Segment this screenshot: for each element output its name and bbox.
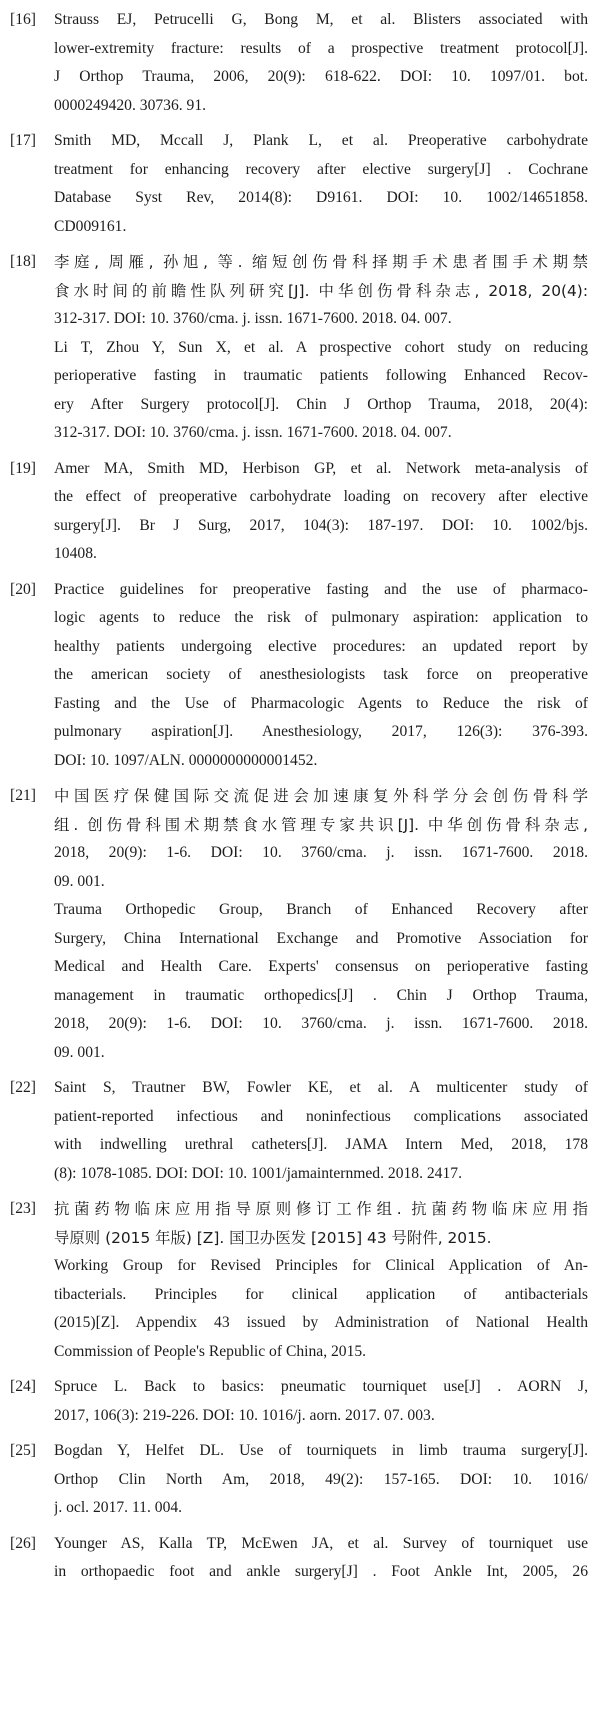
reference-line: Spruce L. Back to basics: pneumatic tourniquet use[J] . AORN J, xyxy=(54,1378,588,1395)
reference-text xyxy=(54,1195,600,1366)
reference-line: 09. 001. xyxy=(54,1043,105,1061)
reference-number: [20] xyxy=(10,580,36,598)
reference-entry xyxy=(0,782,600,1067)
reference-line: 导原则 (2015 年版) [Z]. 国卫办医发 [2015] 43 号附件, 2015. xyxy=(54,1228,492,1247)
reference-line: tibacterials. Principles for clinical application of antibacterials xyxy=(54,1285,588,1303)
reference-line: CD009161. xyxy=(54,217,127,235)
reference-line: perioperative fasting in traumatic patients following Enhanced Recov- xyxy=(54,367,588,384)
reference-line: lower-extremity fracture: results of a prospective treatment protocol[J]. xyxy=(54,39,588,57)
reference-entry xyxy=(0,1373,600,1430)
reference-line: the american society of anesthesiologists task force on preoperative xyxy=(54,666,588,683)
reference-entry xyxy=(0,248,600,448)
reference-text xyxy=(54,455,600,569)
reference-number: [21] xyxy=(10,787,36,804)
reference-line: the effect of preoperative carbohydrate loading on recovery after elective xyxy=(54,488,588,505)
reference-line: 抗菌药物临床应用指导原则修订工作组. 抗菌药物临床应用指 xyxy=(54,1200,588,1218)
reference-line: with indwelling urethral catheters[J]. JAMA Intern Med, 2018, 178 xyxy=(54,1136,588,1153)
reference-line: healthy patients undergoing elective procedures: an updated report by xyxy=(54,637,588,655)
reference-entry xyxy=(0,1437,600,1523)
reference-line: (8): 1078-1085. DOI: DOI: 10. 1001/jamainternmed. 2018. 2417. xyxy=(54,1164,462,1182)
reference-line: Orthop Clin North Am, 2018, 49(2): 157-165. DOI: 10. 1016/ xyxy=(54,1470,588,1488)
reference-text xyxy=(54,1437,600,1523)
reference-text xyxy=(54,6,600,120)
reference-number: [19] xyxy=(10,459,36,477)
reference-line: 中国医疗保健国际交流促进会加速康复外科学分会创伤骨科学 xyxy=(54,787,588,805)
reference-line: treatment for enhancing recovery after elective surgery[J] . Cochrane xyxy=(54,160,588,178)
reference-number: [16] xyxy=(10,11,36,28)
reference-line: 10408. xyxy=(54,545,97,562)
reference-line: 组. 创伤骨科围术期禁食水管理专家共识[J]. 中华创伤骨科杂志, xyxy=(54,815,588,834)
reference-line: logic agents to reduce the risk of pulmonary aspiration: application to xyxy=(54,609,588,626)
reference-entry xyxy=(0,1530,600,1587)
reference-entry xyxy=(0,6,600,120)
reference-text xyxy=(54,1530,600,1587)
reference-line: j. ocl. 2017. 11. 004. xyxy=(54,1499,183,1516)
reference-line: Bogdan Y, Helfet DL. Use of tourniquets in limb trauma surgery[J]. xyxy=(54,1442,588,1459)
reference-line: 2018, 20(9): 1-6. DOI: 10. 3760/cma. j. issn. 1671-7600. 2018. xyxy=(54,844,588,861)
reference-text xyxy=(54,576,600,776)
reference-line: 李庭, 周雁, 孙旭, 等. 缩短创伤骨科择期手术患者围手术期禁 xyxy=(54,253,588,271)
reference-line: 食水时间的前瞻性队列研究[J]. 中华创伤骨科杂志, 2018, 20(4): xyxy=(54,281,588,300)
reference-list xyxy=(0,6,600,1594)
reference-number: [18] xyxy=(10,253,36,270)
reference-number: [26] xyxy=(10,1534,36,1552)
reference-line: Trauma Orthopedic Group, Branch of Enhanced Recovery after xyxy=(54,901,588,918)
reference-entry xyxy=(0,576,600,776)
reference-line: DOI: 10. 1097/ALN. 0000000000001452. xyxy=(54,751,318,769)
reference-line: Smith MD, Mccall J, Plank L, et al. Preoperative carbohydrate xyxy=(54,132,588,149)
reference-number: [17] xyxy=(10,132,36,149)
reference-line: surgery[J]. Br J Surg, 2017, 104(3): 187-197. DOI: 10. 1002/bjs. xyxy=(54,516,588,534)
reference-text xyxy=(54,1074,600,1188)
reference-line: ery After Surgery protocol[J]. Chin J Orthop Trauma, 2018, 20(4): xyxy=(54,395,588,413)
reference-entry xyxy=(0,455,600,569)
reference-line: Database Syst Rev, 2014(8): D9161. DOI: 10. 1002/14651858. xyxy=(54,189,588,206)
reference-entry xyxy=(0,1195,600,1366)
reference-line: 2017, 106(3): 219-226. DOI: 10. 1016/j. aorn. 2017. 07. 003. xyxy=(54,1406,435,1424)
reference-line: Li T, Zhou Y, Sun X, et al. A prospective cohort study on reducing xyxy=(54,338,588,356)
reference-line: 312-317. DOI: 10. 3760/cma. j. issn. 1671-7600. 2018. 04. 007. xyxy=(54,424,452,441)
reference-line: Saint S, Trautner BW, Fowler KE, et al. A multicenter study of xyxy=(54,1079,588,1096)
reference-line: 09. 001. xyxy=(54,872,105,890)
reference-number: [24] xyxy=(10,1378,36,1395)
reference-number: [23] xyxy=(10,1200,36,1217)
reference-line: patient-reported infectious and noninfectious complications associated xyxy=(54,1107,588,1125)
reference-line: Surgery, China International Exchange and Promotive Association for xyxy=(54,929,588,947)
reference-text xyxy=(54,127,600,241)
reference-line: Practice guidelines for preoperative fasting and the use of pharmaco- xyxy=(54,580,588,598)
reference-text xyxy=(54,782,600,1067)
reference-line: Working Group for Revised Principles for Clinical Application of An- xyxy=(54,1257,588,1274)
reference-entry xyxy=(0,1074,600,1188)
reference-text xyxy=(54,1373,600,1430)
reference-line: Amer MA, Smith MD, Herbison GP, et al. Network meta-analysis of xyxy=(54,459,588,477)
reference-line: Medical and Health Care. Experts' consensus on perioperative fasting xyxy=(54,958,588,975)
reference-line: pulmonary aspiration[J]. Anesthesiology, 2017, 126(3): 376-393. xyxy=(54,723,588,740)
reference-text xyxy=(54,248,600,448)
reference-line: management in traumatic orthopedics[J] . Chin J Orthop Trauma, xyxy=(54,986,588,1004)
reference-line: 0000249420. 30736. 91. xyxy=(54,96,207,114)
reference-line: Commission of People's Republic of China, 2015. xyxy=(54,1342,367,1360)
reference-line: 2018, 20(9): 1-6. DOI: 10. 3760/cma. j. issn. 1671-7600. 2018. xyxy=(54,1015,588,1032)
reference-line: Strauss EJ, Petrucelli G, Bong M, et al. Blisters associated with xyxy=(54,11,588,28)
reference-line: 312-317. DOI: 10. 3760/cma. j. issn. 1671-7600. 2018. 04. 007. xyxy=(54,310,452,327)
reference-line: Fasting and the Use of Pharmacologic Agents to Reduce the risk of xyxy=(54,694,588,712)
reference-entry xyxy=(0,127,600,241)
reference-number: [22] xyxy=(10,1079,36,1096)
reference-line: (2015)[Z]. Appendix 43 issued by Administration of National Health xyxy=(54,1314,588,1331)
reference-line: J Orthop Trauma, 2006, 20(9): 618-622. DOI: 10. 1097/01. bot. xyxy=(54,68,588,85)
reference-line: in orthopaedic foot and ankle surgery[J] . Foot Ankle Int, 2005, 26 xyxy=(54,1563,588,1580)
reference-number: [25] xyxy=(10,1442,36,1459)
reference-line: Younger AS, Kalla TP, McEwen JA, et al. Survey of tourniquet use xyxy=(54,1534,588,1552)
